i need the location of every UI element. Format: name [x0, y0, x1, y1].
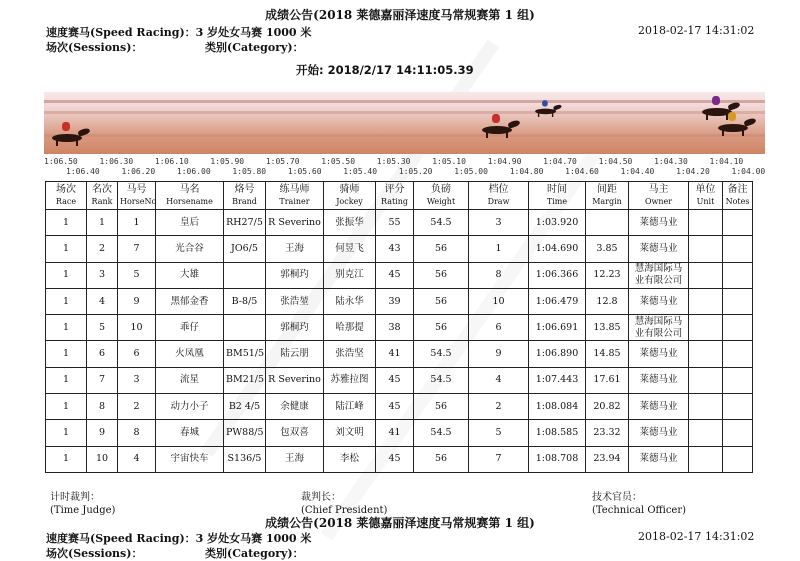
cell-margin: 12.8 — [586, 288, 629, 314]
cell-margin: 23.32 — [586, 420, 629, 446]
cell-trainer: 郭桐玓 — [266, 262, 324, 288]
cell-trainer: R Severino — [266, 367, 324, 393]
cell-rank: 5 — [87, 315, 118, 341]
cell-unit — [689, 262, 723, 288]
header-notes-en: Notes — [725, 196, 750, 206]
cell-draw: 9 — [469, 341, 529, 367]
header-draw — [469, 182, 529, 210]
cell-race: 1 — [46, 262, 87, 288]
cell-jockey: 刘文明 — [324, 420, 376, 446]
category-label: 类别(Category)： — [205, 41, 304, 54]
cell-trainer: 王海 — [266, 236, 324, 262]
cell-jockey: 何昱飞 — [324, 236, 376, 262]
cell-time: 1:06.366 — [529, 262, 586, 288]
cell-jockey: 陆永华 — [324, 288, 376, 314]
table-row — [46, 262, 753, 288]
chief-president-en-label: (Chief President) — [301, 505, 388, 516]
cell-horse-name: 皇后 — [156, 210, 224, 236]
cell-brand: PW88/5 — [224, 420, 266, 446]
cell-notes — [723, 262, 753, 288]
cell-rank: 1 — [87, 210, 118, 236]
cell-rating: 41 — [376, 420, 414, 446]
time-tick-label: 1:05.70 — [265, 157, 300, 166]
cell-rank: 7 — [87, 367, 118, 393]
cell-race: 1 — [46, 446, 87, 472]
header-notes-cn: 备注 — [727, 183, 748, 195]
header-draw-cn: 档位 — [488, 183, 509, 195]
table-row — [46, 446, 753, 472]
cell-notes — [723, 446, 753, 472]
cell-notes — [723, 394, 753, 420]
time-tick-label: 1:05.10 — [432, 157, 466, 166]
header-jockey — [324, 182, 376, 210]
cell-jockey: 陆江峰 — [324, 394, 376, 420]
cell-rank: 6 — [87, 341, 118, 367]
header-unit-cn: 单位 — [695, 183, 716, 195]
time-tick-label: 1:04.90 — [487, 157, 522, 166]
second-page-title: 成绩公告(2018 莱德嘉丽泽速度马常规赛第 1 组) — [265, 516, 535, 530]
cell-owner: 莱德马业 — [629, 341, 689, 367]
time-tick-label: 1:04.30 — [654, 157, 688, 166]
cell-owner: 莱德马业 — [629, 420, 689, 446]
cell-brand: B2 4/5 — [224, 394, 266, 420]
cell-rank: 4 — [87, 288, 118, 314]
cell-rating: 45 — [376, 394, 414, 420]
time-tick-label: 1:04.50 — [598, 157, 633, 166]
start-time: 开始: 2018/2/17 14:11:05.39 — [296, 63, 474, 77]
cell-owner: 莱德马业 — [629, 394, 689, 420]
cell-time: 1:06.479 — [529, 288, 586, 314]
chief-president-label: 裁判长： — [301, 492, 341, 503]
cell-notes — [723, 367, 753, 393]
cell-notes — [723, 341, 753, 367]
header-rank-en: Rank — [91, 196, 113, 206]
time-tick-label: 1:04.10 — [709, 157, 744, 166]
cell-owner: 慧海国际马业有限公司 — [629, 315, 689, 341]
cell-horse-name: 春城 — [156, 420, 224, 446]
cell-horse-name: 光合谷 — [156, 236, 224, 262]
cell-jockey: 苏雅拉图 — [324, 367, 376, 393]
cell-draw: 4 — [469, 367, 529, 393]
cell-rank: 9 — [87, 420, 118, 446]
header-owner-cn: 马主 — [648, 183, 669, 195]
header-trainer — [266, 182, 324, 210]
header-weight-cn: 负磅 — [431, 183, 451, 195]
cell-unit — [689, 288, 723, 314]
cell-notes — [723, 210, 753, 236]
race-type: 速度赛马(Speed Racing)：3 岁处女马赛 1000 米 — [46, 26, 312, 39]
cell-rating: 41 — [376, 341, 414, 367]
cell-draw: 7 — [469, 446, 529, 472]
cell-horse-no: 9 — [118, 288, 156, 314]
cell-owner: 慧海国际马业有限公司 — [629, 262, 689, 288]
cell-notes — [723, 420, 753, 446]
cell-margin: 17.61 — [586, 367, 629, 393]
cell-rank: 2 — [87, 236, 118, 262]
table-header-row — [46, 182, 753, 210]
time-tick-label: 1:05.40 — [343, 167, 378, 176]
time-tick-label: 1:05.50 — [321, 157, 356, 166]
cell-weight: 56 — [414, 262, 469, 288]
cell-brand: BM51/5 — [224, 341, 266, 367]
time-judge-label: 计时裁判： — [50, 492, 100, 503]
horse-figure — [46, 128, 92, 144]
technical-officer-en-label: (Technical Officer) — [592, 505, 687, 516]
cell-horse-name: 大雄 — [156, 262, 224, 288]
table-row — [46, 394, 753, 420]
cell-margin: 12.23 — [586, 262, 629, 288]
cell-trainer: 陆云朋 — [266, 341, 324, 367]
cell-rank: 10 — [87, 446, 118, 472]
cell-rank: 8 — [87, 394, 118, 420]
header-jockey-en: Jockey — [336, 196, 363, 206]
cell-horse-no: 1 — [118, 210, 156, 236]
header-owner-en: Owner — [644, 196, 673, 206]
cell-rating: 43 — [376, 236, 414, 262]
cell-weight: 56 — [414, 446, 469, 472]
header-rank-cn: 名次 — [92, 183, 112, 195]
cell-brand: S136/5 — [224, 446, 266, 472]
sessions-label: 场次(Sessions)： — [46, 41, 143, 54]
cell-horse-no: 5 — [118, 262, 156, 288]
cell-weight: 56 — [414, 236, 469, 262]
cell-horse-no: 3 — [118, 367, 156, 393]
cell-draw: 10 — [469, 288, 529, 314]
cell-weight: 54.5 — [414, 367, 469, 393]
header-rating-en: Rating — [380, 196, 409, 206]
horse-figure — [712, 118, 758, 134]
cell-horse-no: 2 — [118, 394, 156, 420]
header-rating — [376, 182, 414, 210]
cell-brand — [224, 315, 266, 341]
cell-draw: 3 — [469, 210, 529, 236]
time-tick-label: 1:05.20 — [398, 167, 433, 176]
cell-race: 1 — [46, 341, 87, 367]
cell-rating: 39 — [376, 288, 414, 314]
cell-owner: 莱德马业 — [629, 288, 689, 314]
time-tick-label: 1:05.00 — [454, 167, 488, 176]
time-tick-label: 1:04.80 — [509, 167, 544, 176]
header-horse-name-en: Horsename — [166, 196, 213, 206]
cell-race: 1 — [46, 367, 87, 393]
cell-time: 1:06.890 — [529, 341, 586, 367]
header-brand — [224, 182, 266, 210]
header-weight — [414, 182, 469, 210]
second-page-sessions-label: 场次(Sessions)： — [46, 547, 143, 560]
time-tick-label: 1:06.40 — [66, 167, 100, 176]
time-tick-label: 1:04.60 — [565, 167, 599, 176]
time-tick-label: 1:04.20 — [676, 167, 710, 176]
cell-margin: 3.85 — [586, 236, 629, 262]
cell-draw: 8 — [469, 262, 529, 288]
time-tick-label: 1:04.40 — [620, 167, 655, 176]
header-brand-cn: 烙号 — [234, 183, 255, 195]
time-tick-label: 1:05.90 — [210, 157, 245, 166]
cell-margin: 14.85 — [586, 341, 629, 367]
second-page-time: 14:31:02 — [705, 530, 755, 543]
time-tick-label: 1:05.60 — [287, 167, 322, 176]
cell-jockey: 哈那提 — [324, 315, 376, 341]
cell-unit — [689, 210, 723, 236]
cell-unit — [689, 394, 723, 420]
cell-horse-name: 乖仔 — [156, 315, 224, 341]
time-tick-label: 1:05.30 — [376, 157, 411, 166]
cell-draw: 1 — [469, 236, 529, 262]
cell-horse-no: 6 — [118, 341, 156, 367]
cell-horse-name: 火凤凰 — [156, 341, 224, 367]
second-page-category-label: 类别(Category)： — [205, 547, 304, 560]
cell-horse-no: 10 — [118, 315, 156, 341]
cell-margin — [586, 210, 629, 236]
cell-weight: 54.5 — [414, 420, 469, 446]
time-tick-label: 1:06.30 — [99, 157, 134, 166]
header-brand-en: Brand — [232, 196, 257, 206]
cell-time: 1:06.691 — [529, 315, 586, 341]
cell-notes — [723, 288, 753, 314]
cell-notes — [723, 315, 753, 341]
cell-rank: 3 — [87, 262, 118, 288]
header-horse-no-cn: 马号 — [126, 183, 147, 195]
table-row — [46, 341, 753, 367]
cell-rating: 55 — [376, 210, 414, 236]
time-tick-label: 1:06.10 — [154, 157, 189, 166]
report-date: 2018-02-17 — [638, 24, 702, 37]
cell-margin: 20.82 — [586, 394, 629, 420]
cell-time: 1:07.443 — [529, 367, 586, 393]
cell-unit — [689, 420, 723, 446]
cell-unit — [689, 236, 723, 262]
horse-figure — [531, 104, 563, 115]
header-horse-no-en: HorseNo — [120, 196, 157, 206]
cell-race: 1 — [46, 420, 87, 446]
cell-margin: 13.85 — [586, 315, 629, 341]
time-tick-label: 1:06.50 — [44, 157, 78, 166]
cell-time: 1:04.690 — [529, 236, 586, 262]
cell-trainer: 包双喜 — [266, 420, 324, 446]
cell-unit — [689, 446, 723, 472]
header-time-cn: 时间 — [547, 183, 567, 195]
cell-brand — [224, 262, 266, 288]
header-race — [46, 182, 87, 210]
cell-horse-name: 黑郁金香 — [156, 288, 224, 314]
cell-weight: 56 — [414, 315, 469, 341]
cell-brand: B-8/5 — [224, 288, 266, 314]
cell-weight: 56 — [414, 394, 469, 420]
cell-unit — [689, 367, 723, 393]
time-tick-label: 1:06.20 — [121, 167, 156, 176]
table-row — [46, 367, 753, 393]
cell-jockey: 张浩坚 — [324, 341, 376, 367]
cell-notes — [723, 236, 753, 262]
cell-race: 1 — [46, 394, 87, 420]
cell-owner: 莱德马业 — [629, 446, 689, 472]
table-row — [46, 236, 753, 262]
header-weight-en: Weight — [426, 196, 456, 206]
cell-margin: 23.94 — [586, 446, 629, 472]
header-trainer-en: Trainer — [279, 196, 310, 206]
cell-owner: 莱德马业 — [629, 367, 689, 393]
second-page-date: 2018-02-17 — [638, 530, 702, 543]
cell-unit — [689, 341, 723, 367]
cell-race: 1 — [46, 315, 87, 341]
cell-trainer: 王海 — [266, 446, 324, 472]
cell-owner: 莱德马业 — [629, 236, 689, 262]
technical-officer-label: 技术官员： — [592, 492, 642, 503]
cell-trainer: R Severino — [266, 210, 324, 236]
header-trainer-cn: 练马师 — [279, 183, 310, 195]
second-page-race-type: 速度赛马(Speed Racing)：3 岁处女马赛 1000 米 — [46, 532, 312, 545]
table-row — [46, 420, 753, 446]
cell-jockey: 李松 — [324, 446, 376, 472]
header-horse-name — [156, 182, 224, 210]
cell-horse-name: 动力小子 — [156, 394, 224, 420]
cell-horse-name: 宇宙快车 — [156, 446, 224, 472]
cell-brand: RH27/5 — [224, 210, 266, 236]
header-margin — [586, 182, 629, 210]
header-time — [529, 182, 586, 210]
table-row — [46, 315, 753, 341]
cell-horse-no: 8 — [118, 420, 156, 446]
header-rank — [87, 182, 118, 210]
header-unit-en: Unit — [696, 196, 715, 206]
header-race-cn: 场次 — [56, 183, 76, 195]
header-margin-cn: 间距 — [597, 183, 617, 195]
header-rating-cn: 评分 — [384, 183, 405, 195]
report-time: 14:31:02 — [705, 24, 755, 37]
time-judge-en-label: (Time Judge) — [50, 505, 116, 516]
cell-draw: 2 — [469, 394, 529, 420]
cell-rating: 38 — [376, 315, 414, 341]
time-tick-label: 1:04.70 — [543, 157, 577, 166]
cell-trainer: 郭桐玓 — [266, 315, 324, 341]
header-jockey-cn: 骑师 — [339, 183, 360, 195]
cell-jockey: 张振华 — [324, 210, 376, 236]
cell-unit — [689, 315, 723, 341]
header-unit — [689, 182, 723, 210]
cell-rating: 45 — [376, 446, 414, 472]
table-row — [46, 288, 753, 314]
header-owner — [629, 182, 689, 210]
cell-owner: 莱德马业 — [629, 210, 689, 236]
cell-draw: 5 — [469, 420, 529, 446]
cell-time: 1:08.708 — [529, 446, 586, 472]
cell-weight: 54.5 — [414, 341, 469, 367]
time-tick-label: 1:04.00 — [731, 167, 766, 176]
cell-jockey: 别克江 — [324, 262, 376, 288]
cell-time: 1:08.585 — [529, 420, 586, 446]
time-scale — [44, 157, 765, 179]
header-time-en: Time — [546, 196, 568, 206]
cell-horse-no: 4 — [118, 446, 156, 472]
cell-trainer: 张浩堃 — [266, 288, 324, 314]
time-tick-label: 1:05.80 — [232, 167, 267, 176]
cell-rating: 45 — [376, 262, 414, 288]
report-title: 成绩公告(2018 莱德嘉丽泽速度马常规赛第 1 组) — [265, 8, 535, 22]
header-horse-name-cn: 马名 — [179, 183, 200, 195]
cell-brand: BM21/5 — [224, 367, 266, 393]
results-table — [45, 181, 753, 473]
header-margin-en: Margin — [592, 196, 622, 206]
cell-trainer: 余健康 — [266, 394, 324, 420]
header-draw-en: Draw — [487, 196, 510, 206]
header-race-en: Race — [55, 196, 77, 206]
header-notes — [723, 182, 753, 210]
cell-rating: 45 — [376, 367, 414, 393]
time-tick-label: 1:06.00 — [176, 167, 211, 176]
header-horse-no — [118, 182, 156, 210]
horse-figure — [476, 120, 522, 136]
table-row — [46, 210, 753, 236]
cell-race: 1 — [46, 236, 87, 262]
cell-weight: 56 — [414, 288, 469, 314]
cell-horse-name: 流星 — [156, 367, 224, 393]
cell-brand: JO6/5 — [224, 236, 266, 262]
cell-horse-no: 7 — [118, 236, 156, 262]
cell-weight: 54.5 — [414, 210, 469, 236]
cell-time: 1:08.084 — [529, 394, 586, 420]
cell-draw: 6 — [469, 315, 529, 341]
cell-time: 1:03.920 — [529, 210, 586, 236]
cell-race: 1 — [46, 210, 87, 236]
photo-finish-image — [44, 92, 765, 154]
cell-race: 1 — [46, 288, 87, 314]
